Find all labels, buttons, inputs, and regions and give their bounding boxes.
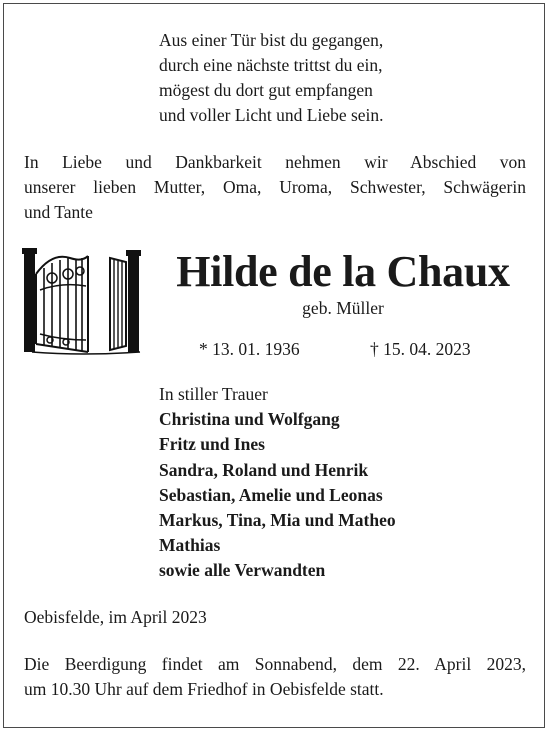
mourner-name: Sandra, Roland und Henrik: [159, 459, 369, 480]
mourner-name: Sebastian, Amelie und Leonas: [159, 484, 383, 505]
poem: [159, 28, 384, 128]
poem-line: durch eine nächste trittst du ein,: [159, 55, 383, 75]
intro-line: und Tante: [24, 202, 93, 222]
mourners-block: [159, 382, 396, 584]
death-date: † 15. 04. 2023: [370, 339, 471, 359]
mourner-name: Markus, Tina, Mia und Matheo: [159, 510, 396, 531]
funeral-line: Die Beerdigung findet am Sonnabend, dem 22. April 2023,: [24, 654, 526, 674]
place-date: Oebisfelde, im April 2023: [24, 607, 207, 627]
mourner-name: sowie alle Verwandten: [159, 560, 326, 581]
mourner-name: Christina und Wolfgang: [159, 409, 340, 430]
funeral-line: um 10.30 Uhr auf dem Friedhof in Oebisfelde statt.: [24, 679, 384, 699]
intro-text: [24, 150, 526, 225]
funeral-info: [24, 652, 526, 702]
birth-date: * 13. 01. 1936: [199, 339, 300, 359]
poem-line: und voller Licht und Liebe sein.: [159, 105, 384, 125]
intro-line: unserer lieben Mutter, Oma, Uroma, Schwester, Schwägerin: [24, 177, 526, 197]
birth-name: geb. Müller: [302, 298, 384, 318]
mourning-heading: In stiller Trauer: [159, 384, 268, 404]
mourner-name: Mathias: [159, 535, 221, 556]
poem-line: mögest du dort gut empfangen: [159, 80, 373, 100]
intro-line: In Liebe und Dankbarkeit nehmen wir Abschied von: [24, 152, 526, 172]
open-gate-icon: [22, 244, 146, 356]
mourner-name: Fritz und Ines: [159, 434, 265, 455]
poem-line: Aus einer Tür bist du gegangen,: [159, 30, 384, 50]
deceased-name: Hilde de la Chaux: [176, 247, 510, 296]
